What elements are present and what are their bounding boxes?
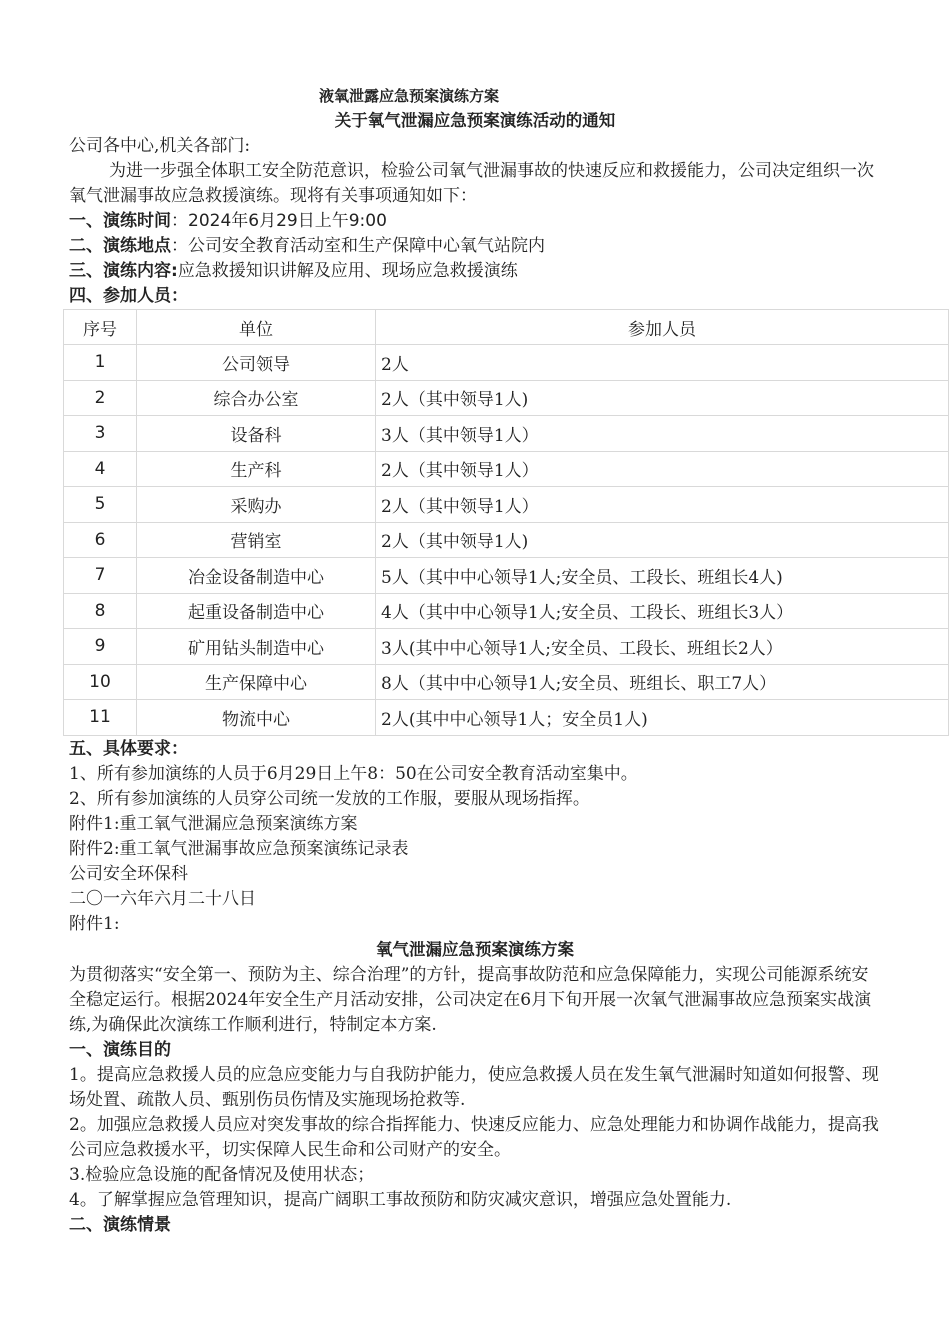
row-people: 2人（其中领导1人） [376,451,949,487]
header-people: 参加人员 [376,310,949,345]
table-row [64,451,949,487]
notice-section [69,84,881,309]
row-people: 2人 [376,345,949,381]
document-title: 液氧泄露应急预案演练方案 [319,87,500,105]
issue-date: 二〇一六年六月二十八日 [69,889,256,909]
row-no: 6 [64,522,137,558]
row-people: 3人（其中领导1人） [376,416,949,452]
attachment-1: 附件1:重工氧气泄漏应急预案演练方案 [69,814,358,834]
scenario-label: 二、演练情景 [69,1215,171,1235]
row-people: 2人(其中中心领导1人；安全员1人) [376,700,949,736]
row-no: 5 [64,487,137,523]
row-unit: 生产保障中心 [137,664,376,700]
table-row [64,700,949,736]
row-no: 2 [64,380,137,416]
row-no: 7 [64,558,137,594]
row-unit: 冶金设备制造中心 [137,558,376,594]
notice-intro: 为进一步强全体职工安全防范意识，检验公司氧气泄漏事故的快速反应和救援能力，公司决定组织一次氧气泄漏事故应急救援演练。现将有关事项通知如下： [69,161,874,206]
row-unit: 营销室 [137,522,376,558]
requirement-item: 1、所有参加演练的人员于6月29日上午8：50在公司安全教育活动室集中。 [69,764,638,784]
table-row [64,664,949,700]
row-people: 5人（其中中心领导1人;安全员、工段长、班组长4人) [376,558,949,594]
participants-label: 四、参加人员： [69,286,188,306]
row-people: 2人（其中领导1人） [376,487,949,523]
table-row [64,522,949,558]
drill-place-value: ：公司安全教育活动室和生产保障中心氧气站院内 [171,236,545,256]
row-people: 8人（其中中心领导1人;安全员、班组长、职工7人） [376,664,949,700]
table-row [64,487,949,523]
row-unit: 起重设备制造中心 [137,593,376,629]
requirements-and-plan-section [69,737,881,1238]
plan-intro: 为贯彻落实“安全第一、预防为主、综合治理”的方针，提高事故防范和应急保障能力，实现公司能源系统安全稳定运行。根据2024年安全生产月活动安排，公司决定在6月下旬开展一次氧气泄漏事故应急预案实战演练,为确保此次演练工作顺利进行，特制定本方案. [69,965,872,1035]
header-unit: 单位 [137,310,376,345]
drill-place [69,234,881,259]
row-unit: 矿用钻头制造中心 [137,629,376,665]
drill-content [69,259,881,284]
row-no: 3 [64,416,137,452]
notice-title: 关于氧气泄漏应急预案演练活动的通知 [334,111,616,130]
row-no: 1 [64,345,137,381]
row-people: 4人（其中中心领导1人;安全员、工段长、班组长3人） [376,593,949,629]
table-row [64,629,949,665]
row-unit: 生产科 [137,451,376,487]
purpose-item: 2。加强应急救援人员应对突发事故的综合指挥能力、快速反应能力、应急处理能力和协调作战能力，提高我公司应急救援水平，切实保障人民生命和公司财产的安全。 [69,1115,879,1160]
attachment-heading: 附件1: [69,914,120,934]
row-people: 3人(其中中心领导1人;安全员、工段长、班组长2人） [376,629,949,665]
table-header-row [64,310,949,345]
row-no: 4 [64,451,137,487]
row-no: 8 [64,593,137,629]
drill-content-value: 应急救援知识讲解及应用、现场应急救援演练 [177,261,518,281]
header-no: 序号 [64,310,137,345]
drill-time-value: ：2024年6月29日上午9:00 [171,211,387,231]
requirement-item: 2、所有参加演练的人员穿公司统一发放的工作服，要服从现场指挥。 [69,789,590,809]
purpose-label: 一、演练目的 [69,1040,171,1060]
row-unit: 综合办公室 [137,380,376,416]
row-unit: 公司领导 [137,345,376,381]
drill-place-label: 二、演练地点 [69,236,171,256]
drill-time-label: 一、演练时间 [69,211,171,231]
row-no: 11 [64,700,137,736]
salutation: 公司各中心,机关各部门: [69,136,251,156]
table-row [64,345,949,381]
row-no: 9 [64,629,137,665]
row-no: 10 [64,664,137,700]
table-row [64,593,949,629]
row-people: 2人（其中领导1人) [376,522,949,558]
attachment-2: 附件2:重工氧气泄漏事故应急预案演练记录表 [69,839,409,859]
table-row [64,416,949,452]
row-unit: 设备科 [137,416,376,452]
table-row [64,558,949,594]
row-unit: 采购办 [137,487,376,523]
purpose-item: 4。了解掌握应急管理知识，提高广阔职工事故预防和防灾减灾意识，增强应急处置能力. [69,1190,732,1210]
row-people: 2人（其中领导1人) [376,380,949,416]
row-unit: 物流中心 [137,700,376,736]
requirements-label: 五、具体要求： [69,739,188,759]
issuer: 公司安全环保科 [69,864,188,884]
table-row [64,380,949,416]
participants-table [63,309,949,736]
purpose-item: 1。提高应急救援人员的应急应变能力与自我防护能力，使应急救援人员在发生氧气泄漏时知道如何报警、现场处置、疏散人员、甄别伤员伤情及实施现场抢救等. [69,1065,879,1110]
purpose-item: 3.检验应急设施的配备情况及使用状态； [69,1165,375,1185]
drill-content-label: 三、演练内容: [69,261,178,281]
plan-title: 氧气泄漏应急预案演练方案 [376,940,574,959]
drill-time [69,209,881,234]
